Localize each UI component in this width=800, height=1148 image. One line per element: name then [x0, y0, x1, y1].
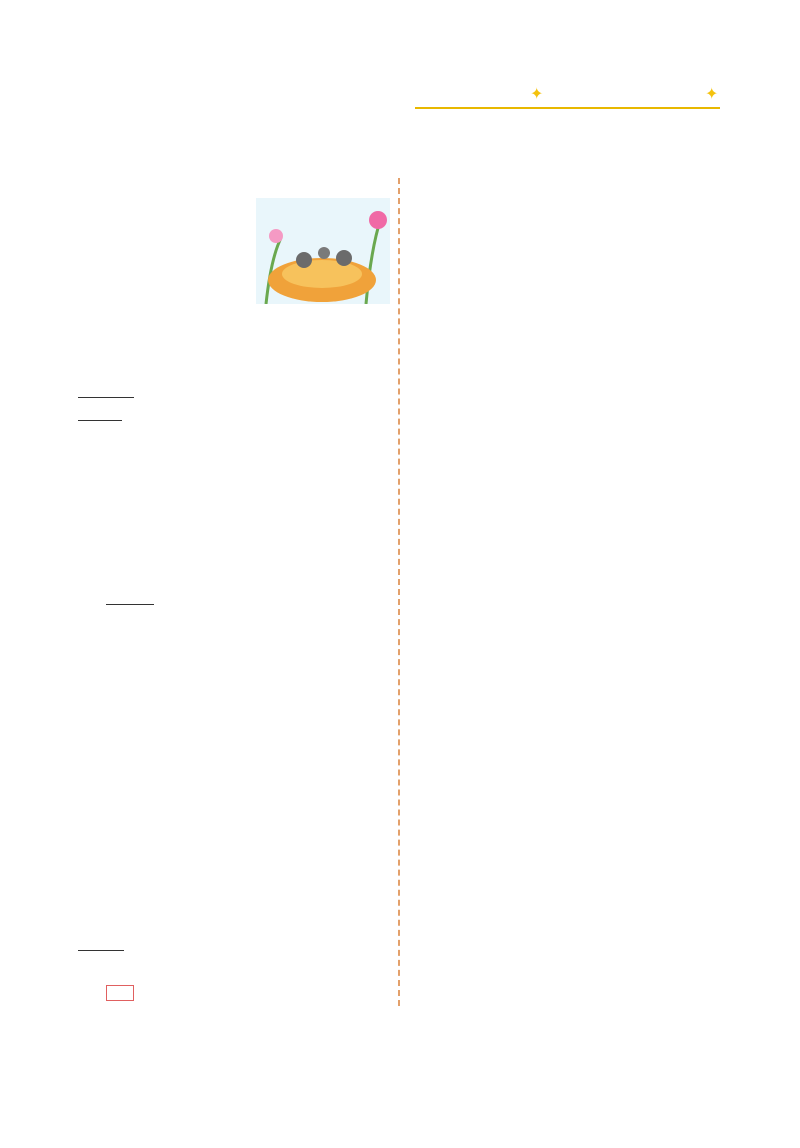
answer-blank[interactable] — [78, 950, 124, 951]
s1-q3-option-3-cont[interactable] — [106, 543, 144, 566]
ant-icon — [296, 252, 312, 268]
flower-icon — [369, 211, 387, 229]
answer-blank[interactable] — [78, 397, 134, 398]
s2-question-3-cont — [106, 981, 134, 1004]
brand-logo — [410, 80, 530, 106]
ant-icon — [318, 247, 330, 259]
star-icon: ✦ — [530, 84, 544, 103]
ants-illustration — [256, 198, 390, 304]
answer-blank[interactable] — [78, 420, 122, 421]
star-icon: ✦ — [705, 84, 719, 103]
ant-icon — [336, 250, 352, 266]
s2-question-1 — [78, 889, 106, 912]
circle-mark-box — [106, 985, 134, 1001]
s1-q3-option-1[interactable] — [106, 474, 144, 497]
column-divider — [398, 178, 400, 1006]
answer-blank[interactable] — [106, 604, 154, 605]
s2-question-2 — [78, 935, 124, 958]
flower-icon — [269, 229, 283, 243]
anthill-top — [282, 260, 362, 288]
header-rule — [415, 107, 720, 109]
s1-question-2 — [78, 405, 122, 428]
s2-question-1-cont — [106, 912, 136, 935]
s1-question-1 — [78, 382, 134, 405]
s1-q3-option-2[interactable] — [106, 497, 144, 520]
s1-question-4-cont — [106, 589, 154, 612]
